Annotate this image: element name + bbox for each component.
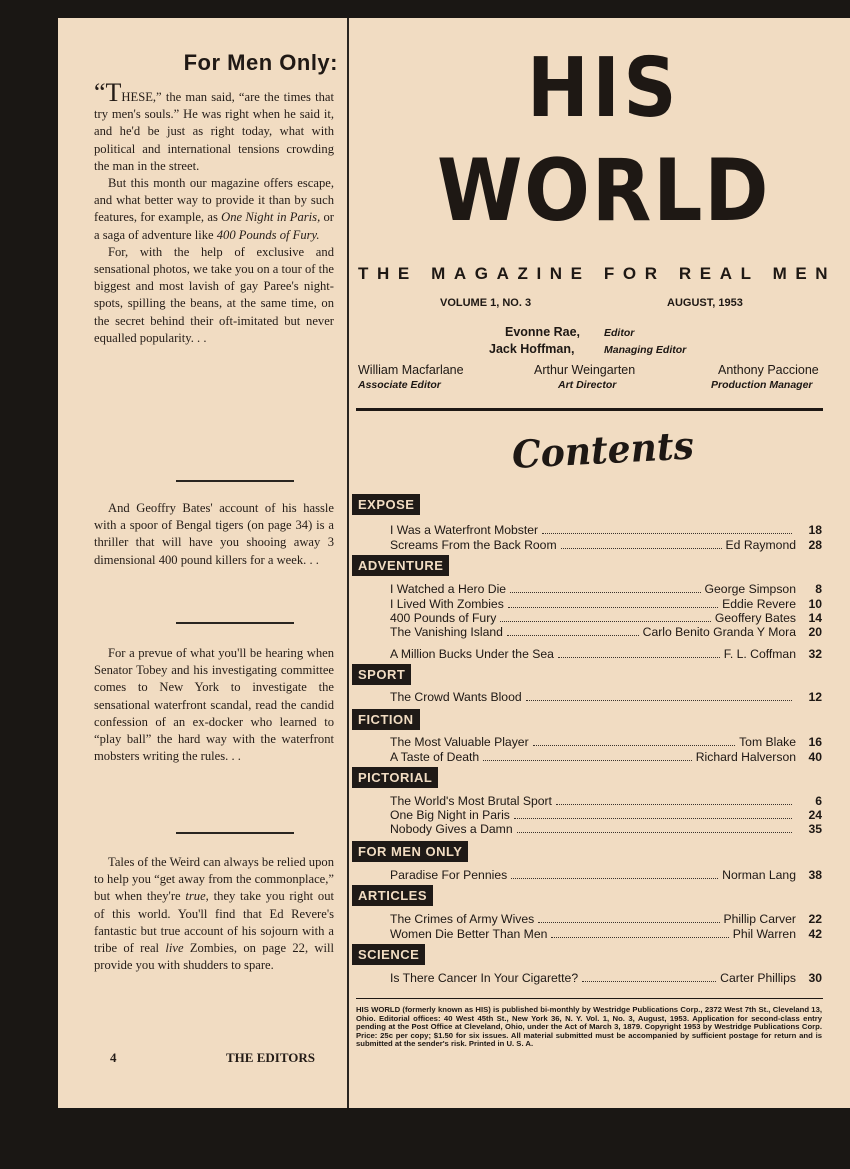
- page-ref: 30: [808, 971, 822, 985]
- contents-entry: [390, 822, 822, 836]
- section-fiction: FICTION: [352, 709, 420, 730]
- article-title: Is There Cancer In Your Cigarette?: [390, 971, 579, 985]
- contents-entry: [390, 538, 822, 552]
- article-author: Ed Raymond: [725, 538, 796, 552]
- article-author: Phillip Carver: [723, 912, 796, 926]
- magazine-title-line-1: HIS: [527, 41, 681, 136]
- page-ref: 22: [808, 912, 822, 926]
- page-ref: 38: [808, 868, 822, 882]
- article-title: Nobody Gives a Damn: [390, 822, 513, 836]
- dot-leader: [511, 878, 718, 879]
- separator-line: [176, 622, 294, 624]
- editorial-block-2: [94, 500, 334, 569]
- contents-entry: [390, 971, 822, 985]
- contents-entry: [390, 735, 822, 749]
- editorial-paragraph: “THESE,” the man said, “are the times that try men's souls.” He was right when he said it, and he'd be just as right today, what with political and international tensions crowding the man in the street.: [94, 78, 334, 173]
- contents-entry: [390, 625, 822, 639]
- editorial-paragraph: Tales of the Weird can always be relied upon to help you “get away from the commonplace,” but when they're true, they take you right out of this world. You'll find that Ed Revere's fantastic but true account of his sojourn with a tribe of real live Zombies, on page 22, will provide you with shudders to spare.: [94, 855, 334, 973]
- section-for-men-only: FOR MEN ONLY: [352, 841, 468, 862]
- article-title: I Watched a Hero Die: [390, 582, 507, 596]
- page-ref: 16: [808, 735, 822, 749]
- article-author: Tom Blake: [739, 735, 796, 749]
- editors-signature: THE EDITORS: [226, 1050, 315, 1065]
- page-ref: 12: [808, 690, 822, 704]
- contents-title: Contents: [510, 422, 695, 477]
- page-ref: 35: [808, 822, 822, 836]
- dot-leader: [558, 657, 720, 658]
- editorial-paragraph: For a prevue of what you'll be hearing when Senator Tobey and his investigating committee comes to New York to investigate the sensational waterfront scandal, read the candid confession of an ex-docker who learned to “play ball” the hard way with the waterfront mobsters writing the rules. . .: [94, 646, 334, 764]
- dot-leader: [538, 922, 719, 923]
- volume-number: VOLUME 1, NO. 3: [440, 297, 532, 309]
- page-number: 4: [110, 1050, 117, 1065]
- section-pictorial: PICTORIAL: [352, 767, 438, 788]
- editorial-paragraph: But this month our magazine offers escape, and what better way to provide it than by such features, for example, as One Night in Paris, or a saga of adventure like 400 Pounds of Fury.: [94, 176, 334, 242]
- page-ref: 40: [808, 750, 822, 764]
- for-men-only-heading: For Men Only:: [183, 50, 338, 75]
- contents-entry: [390, 582, 822, 596]
- magazine-title-line-2: WORLD: [437, 141, 771, 241]
- contents-entry: [390, 794, 822, 808]
- article-title: The Crimes of Army Wives: [390, 912, 535, 926]
- editorial-block-4: [94, 854, 334, 974]
- contents-entry: [390, 750, 822, 764]
- section-science: SCIENCE: [352, 944, 425, 965]
- dot-leader: [507, 635, 639, 636]
- page-ref: 42: [808, 927, 822, 941]
- article-title: I Lived With Zombies: [390, 597, 504, 611]
- staff-role: Associate Editor: [358, 379, 441, 391]
- page-ref: 6: [815, 794, 822, 808]
- article-author: Carlo Benito Granda Y Mora: [642, 625, 796, 639]
- dot-leader: [551, 937, 728, 938]
- article-author: F. L. Coffman: [723, 647, 796, 661]
- article-author: Eddie Revere: [722, 597, 796, 611]
- article-title: Paradise For Pennies: [390, 868, 508, 882]
- article-title: One Big Night in Paris: [390, 808, 510, 822]
- dot-leader: [508, 607, 718, 608]
- article-title: 400 Pounds of Fury: [390, 611, 497, 625]
- section-expose: EXPOSE: [352, 494, 420, 515]
- editorial-paragraph: For, with the help of exclusive and sensational photos, we take you on a tour of the biggest and most lavish of gay Paree's night-spots, spilling the beans, at the same time, on the secret behind their oft-imitated but never equalled popularity. . .: [94, 244, 334, 345]
- magazine-tagline: THE MAGAZINE FOR REAL MEN: [358, 264, 837, 283]
- drop-cap: “T: [94, 78, 122, 107]
- article-title: A Million Bucks Under the Sea: [390, 647, 554, 661]
- dot-leader: [510, 592, 700, 593]
- section-articles: ARTICLES: [352, 885, 433, 906]
- editorial-paragraph: And Geoffry Bates' account of his hassle with a spoor of Bengal tigers (on page 34) is a thriller that will have you shooing away 3 dimensional 400 pound killers for a week. . .: [94, 501, 334, 567]
- dot-leader: [483, 760, 692, 761]
- contents-entry: [390, 808, 822, 822]
- dot-leader: [582, 981, 716, 982]
- footer-rule: [356, 998, 823, 999]
- staff-name: Anthony Paccione: [718, 363, 819, 377]
- publication-info: HIS WORLD (formerly known as HIS) is published bi-monthly by Westridge Publications Corp., 2372 West 7th St., Cleveland 13, Ohio. Editorial offices: 40 West 45th St., New York 36, N. Y. Vol. 1, No. 3, August, 1953. Application for second-class entry pending at the Post Office at Cleveland, Ohio, under the Act of March 3, 1879. Copyright 1953 by Westridge Publications Corp. Price: 25c per copy; $1.50 for six issues. All material submitted must be accompanied by sufficient postage for return and is submitted at the sender's risk. Printed in U. S. A.: [356, 1005, 822, 1049]
- contents-entry: [390, 523, 822, 537]
- masthead-rule: [356, 408, 823, 411]
- dot-leader: [556, 804, 792, 805]
- page-ref: 10: [808, 597, 822, 611]
- dot-leader: [514, 818, 792, 819]
- dot-leader: [533, 745, 735, 746]
- article-title: A Taste of Death: [390, 750, 480, 764]
- editorial-block-1: [94, 78, 334, 347]
- staff-role: Editor: [604, 327, 635, 339]
- contents-entry: [390, 690, 822, 704]
- article-title: The Most Valuable Player: [390, 735, 529, 749]
- section-adventure: ADVENTURE: [352, 555, 449, 576]
- dot-leader: [542, 533, 792, 534]
- article-title: I Was a Waterfront Mobster: [390, 523, 539, 537]
- article-title: The World's Most Brutal Sport: [390, 794, 552, 808]
- article-title: The Vanishing Island: [390, 625, 503, 639]
- article-author: Norman Lang: [722, 868, 796, 882]
- contents-entry: [390, 597, 822, 611]
- separator-line: [176, 832, 294, 834]
- editorial-block-3: [94, 645, 334, 765]
- dot-leader: [526, 700, 792, 701]
- staff-role: Managing Editor: [604, 344, 687, 356]
- page-ref: 28: [808, 538, 822, 552]
- contents-entry: [390, 647, 822, 661]
- page-ref: 20: [808, 625, 822, 639]
- separator-line: [176, 480, 294, 482]
- article-author: Geoffery Bates: [714, 611, 796, 625]
- article-author: Phil Warren: [732, 927, 796, 941]
- page-ref: 18: [808, 523, 822, 537]
- dot-leader: [561, 548, 722, 549]
- page-ref: 14: [808, 611, 822, 625]
- contents-entry: [390, 868, 822, 882]
- article-title: Screams From the Back Room: [390, 538, 557, 552]
- article-title: Women Die Better Than Men: [390, 927, 548, 941]
- staff-role: Art Director: [558, 379, 617, 391]
- article-author: Carter Phillips: [720, 971, 796, 985]
- staff-name: Jack Hoffman,: [489, 342, 575, 356]
- section-sport: SPORT: [352, 664, 411, 685]
- article-author: George Simpson: [704, 582, 796, 596]
- column-divider: [347, 18, 349, 1108]
- issue-date: AUGUST, 1953: [667, 297, 743, 309]
- contents-entry: [390, 912, 822, 926]
- page-ref: 24: [808, 808, 822, 822]
- contents-entry: [390, 611, 822, 625]
- staff-role: Production Manager: [711, 379, 813, 391]
- article-title: The Crowd Wants Blood: [390, 690, 522, 704]
- article-author: Richard Halverson: [695, 750, 796, 764]
- page-ref: 32: [808, 647, 822, 661]
- dot-leader: [517, 832, 792, 833]
- staff-name: William Macfarlane: [358, 363, 464, 377]
- contents-entry: [390, 927, 822, 941]
- staff-name: Evonne Rae,: [505, 325, 581, 339]
- page-ref: 8: [815, 582, 822, 596]
- dot-leader: [500, 621, 711, 622]
- staff-name: Arthur Weingarten: [534, 363, 636, 377]
